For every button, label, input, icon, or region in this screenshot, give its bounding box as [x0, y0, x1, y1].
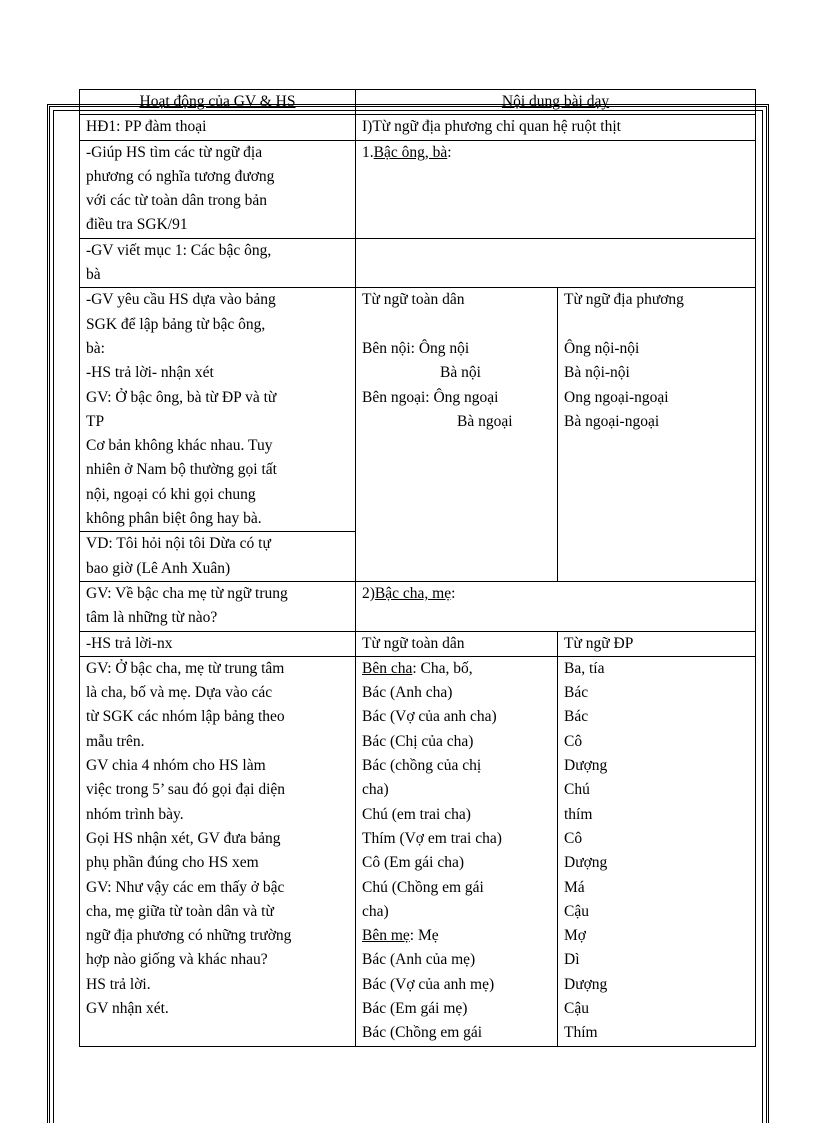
- cell-example: VD: Tôi hỏi nội tôi Dừa có tự bao giờ (Lê Anh Xuân): [86, 535, 271, 577]
- cell-subheading-grandparents: 1.Bậc ông, bà:: [356, 140, 756, 238]
- cell-dialect-words: Từ ngữ địa phương Ông nội-nội Bà nội-nội Ong ngoại-ngoại Bà ngoại-ngoại: [558, 288, 756, 582]
- cell-left-text: -Giúp HS tìm các từ ngữ địa phương có nghĩa tương đương với các từ toàn dân trong bản điều tra SGK/91: [80, 140, 356, 238]
- table-header-row: [80, 90, 756, 115]
- cell-standard-words: Bên cha: Cha, bố, Bác (Anh cha) Bác (Vợ của anh cha) Bác (Chị của cha) Bác (chồng của chị cha) Chú (em trai cha) Thím (Vợ em trai cha) Cô (Em gái cha) Chú (Chồng em gái cha) Bên mẹ: Mẹ Bác (Anh của mẹ) Bác (Vợ của anh mẹ) Bác (Em gái mẹ) Bác (Chồng em gái: [356, 656, 558, 1046]
- cell-standard-words: Từ ngữ toàn dân Bên nội: Ông nội Bà nội Bên ngoại: Ông ngoại Bà ngoại: [356, 288, 558, 582]
- cell-hd1: HĐ1: PP đàm thoại: [80, 115, 356, 140]
- cell-dialect-words-header: Từ ngữ ĐP: [558, 631, 756, 656]
- table-row: [80, 238, 756, 288]
- cell-section-1-title: I)Từ ngữ địa phương chỉ quan hệ ruột thịt: [356, 115, 756, 140]
- table-row: [80, 115, 756, 140]
- table-row: [80, 140, 756, 238]
- cell-standard-words-header: Từ ngữ toàn dân: [356, 631, 558, 656]
- table-row: [80, 581, 756, 631]
- cell-left-text: -GV viết mục 1: Các bậc ông, bà: [80, 238, 356, 288]
- header-content: Nội dung bài dạy: [356, 90, 756, 115]
- cell-dialect-words: Ba, tía Bác Bác Cô Dượng Chú thím Cô Dượng Má Cậu Mợ Dì Dượng Cậu Thím: [558, 656, 756, 1046]
- header-activities: Hoạt động của GV & HS: [80, 90, 356, 115]
- cell-empty: [356, 238, 756, 288]
- table-row: [80, 631, 756, 656]
- cell-left-text: -GV yêu cầu HS dựa vào bảng SGK để lập bảng từ bậc ông, bà: -HS trả lời- nhận xét GV: Ở bậc ông, bà từ ĐP và từ TP Cơ bản không khác nhau. Tuy nhiên ở Nam bộ thường gọi tất nội, ngoại có khi gọi chung không phân biệt ông hay bà. VD: Tôi hỏi nội tôi Dừa có tự bao giờ (Lê Anh Xuân): [80, 288, 356, 582]
- cell-subheading-parents: 2)Bậc cha, mẹ:: [356, 581, 756, 631]
- cell-left-text: GV: Ở bậc cha, mẹ từ trung tâm là cha, bố và mẹ. Dựa vào các từ SGK các nhóm lập bảng theo mẫu trên. GV chia 4 nhóm cho HS làm việc trong 5’ sau đó gọi đại diện nhóm trình bày. Gọi HS nhận xét, GV đưa bảng phụ phần đúng cho HS xem GV: Như vậy các em thấy ở bậc cha, mẹ giữa từ toàn dân và từ ngữ địa phương có những trường hợp nào giống và khác nhau? HS trả lời. GV nhận xét.: [80, 656, 356, 1046]
- cell-left-text: GV: Về bậc cha mẹ từ ngữ trung tâm là những từ nào?: [80, 581, 356, 631]
- lesson-table: [79, 89, 756, 1047]
- table-row: [80, 288, 756, 582]
- table-row: [80, 656, 756, 1046]
- cell-left-text: -HS trả lời-nx: [80, 631, 356, 656]
